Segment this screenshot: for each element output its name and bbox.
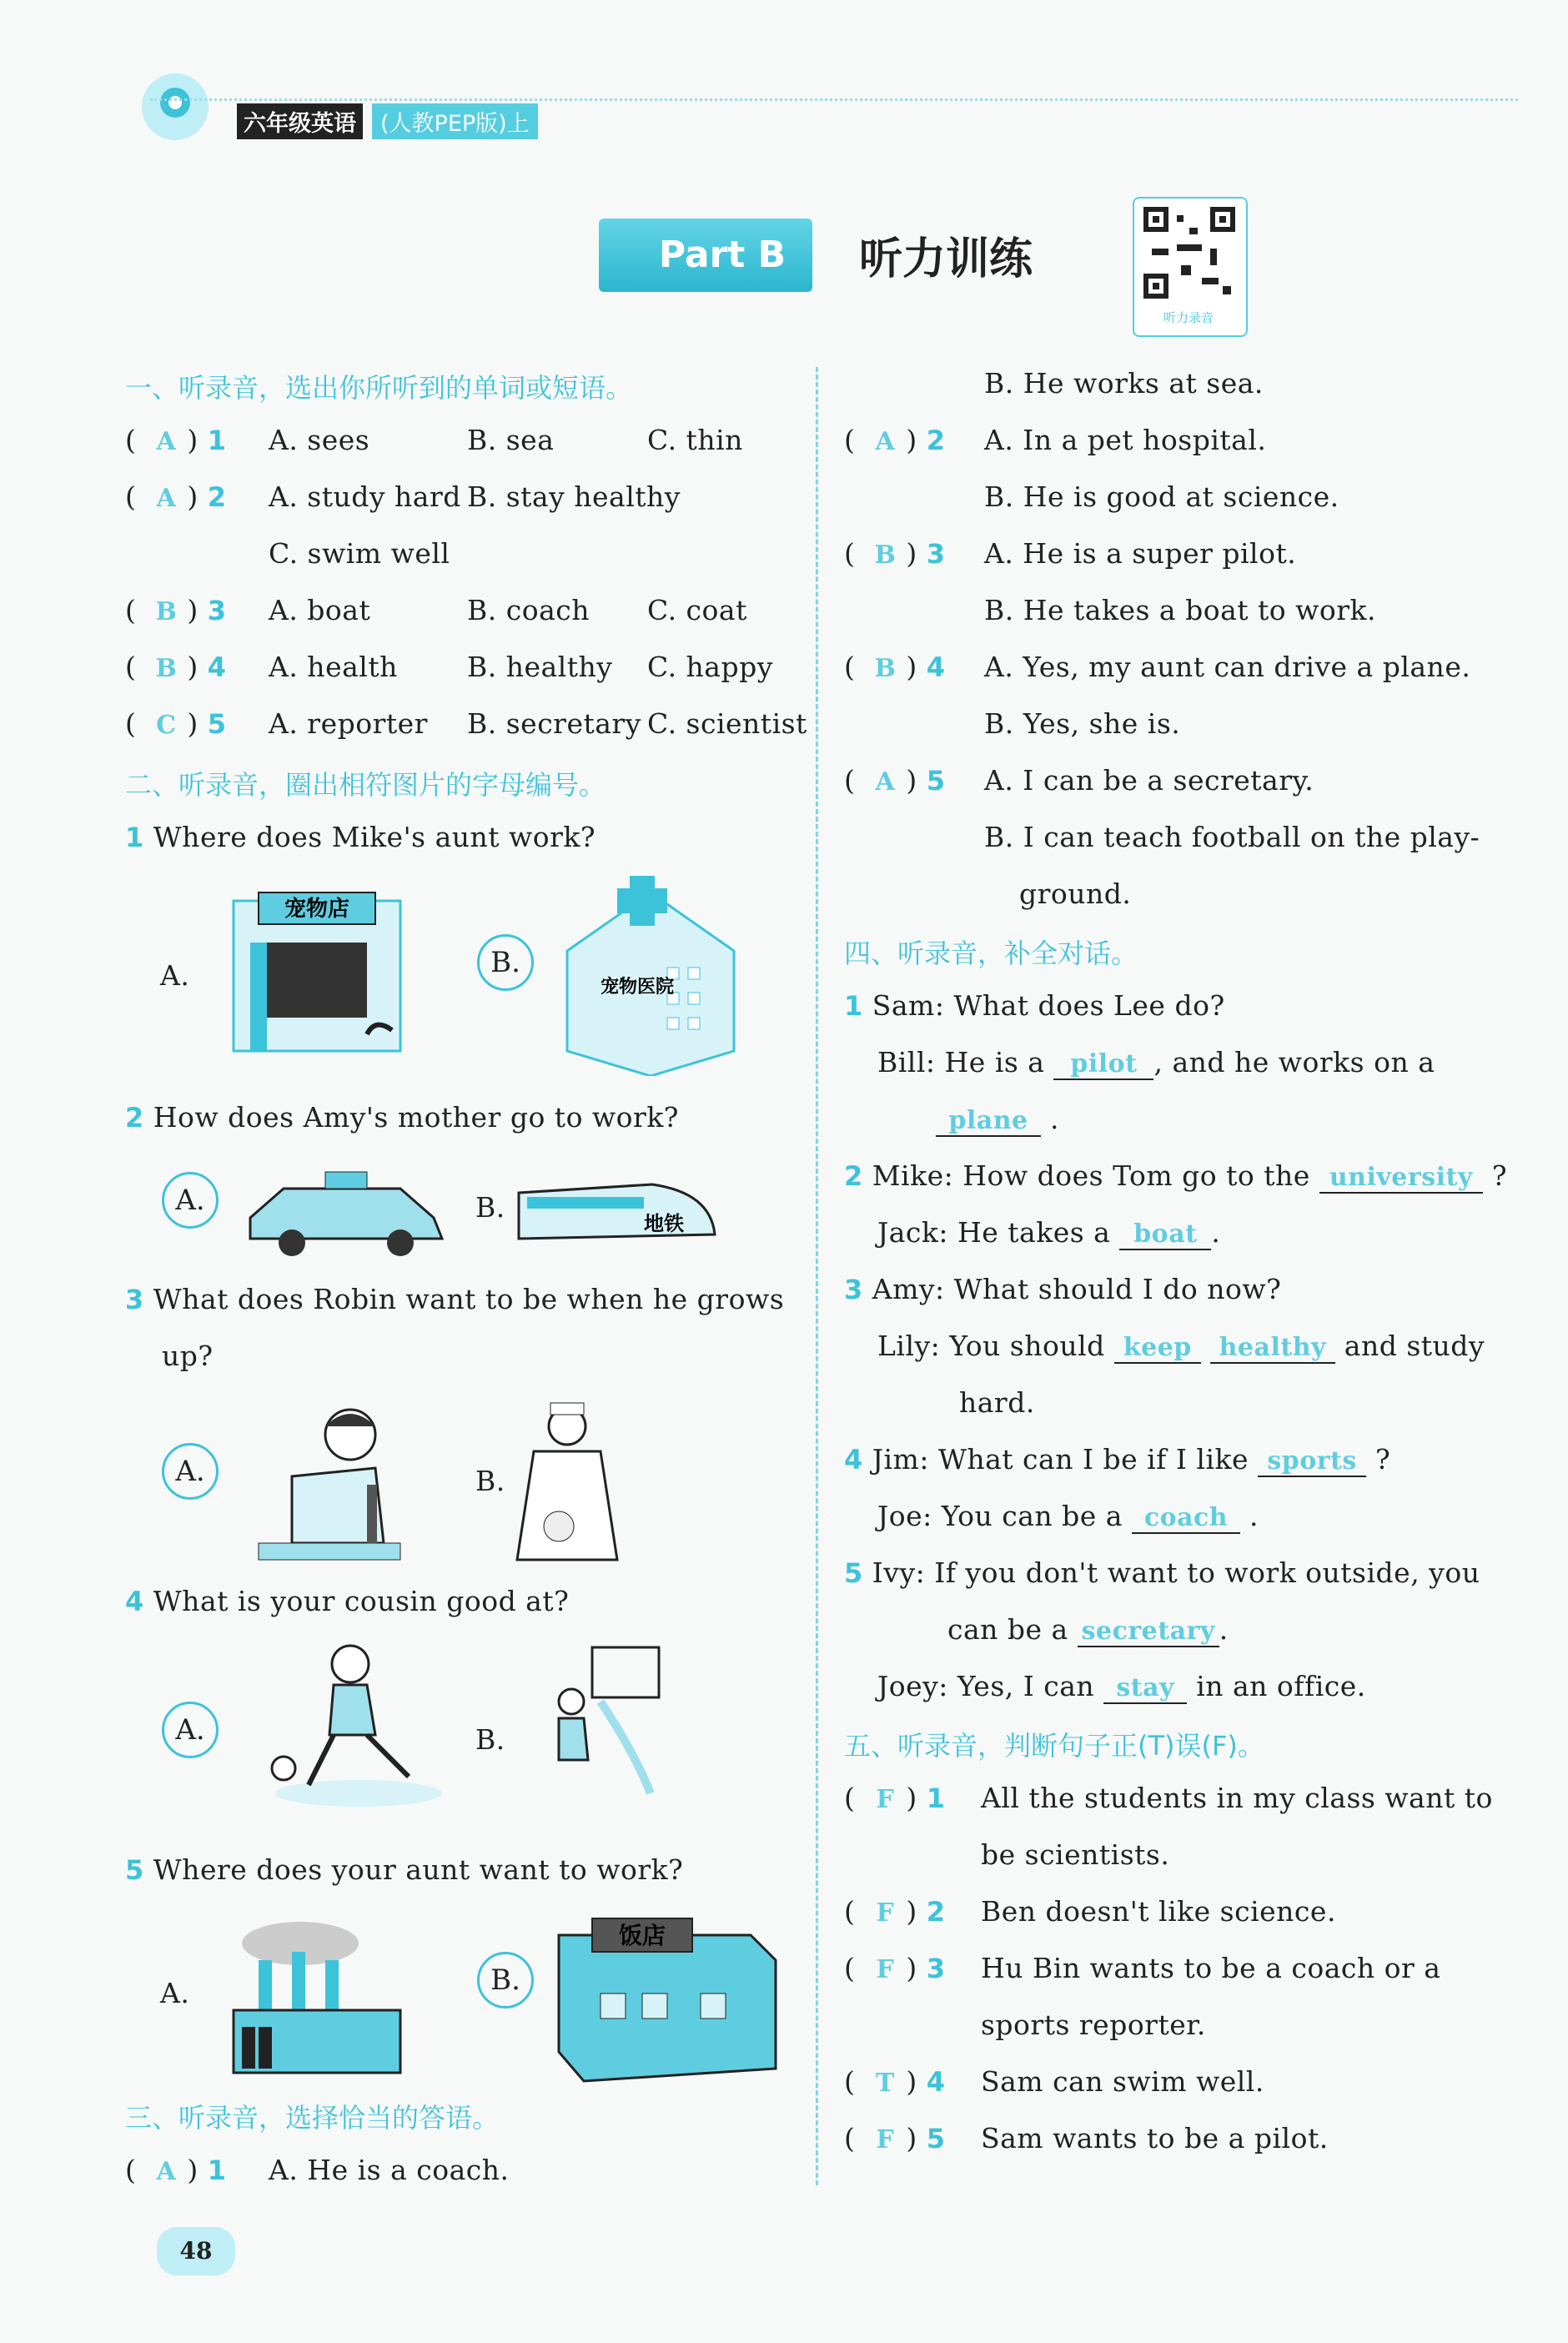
section-title: 听力训练 — [859, 234, 1033, 284]
s4-d1-line1: 1 Sam: What does Lee do? — [844, 989, 1225, 1022]
blank-secretary[interactable]: secretary — [1078, 1616, 1219, 1647]
blank-university[interactable]: university — [1319, 1163, 1483, 1194]
s4-title: 四、听录音，补全对话。 — [844, 938, 1138, 969]
blank-boat[interactable]: boat — [1119, 1219, 1211, 1250]
s1-opt: C. thin — [647, 424, 743, 456]
column-divider — [816, 367, 818, 2185]
s5-text: be scientists. — [981, 1838, 1170, 1871]
s2-q1: 1 Where does Mike's aunt work? — [125, 821, 596, 853]
s1-row-1: ( A ) 1 — [125, 424, 227, 456]
s4-d3-line2: Lily: You should keep healthy and study — [877, 1330, 1485, 1362]
s3-answer-3: B — [874, 540, 897, 570]
pet-hospital-sign: 宠物医院 — [601, 977, 675, 998]
blank-stay[interactable]: stay — [1103, 1673, 1187, 1704]
s3-opt: B. I can teach football on the play- — [984, 821, 1480, 853]
s1-opt: C. happy — [647, 651, 773, 683]
s1-opt: B. coach — [467, 594, 590, 626]
s2-q3-line2: up? — [162, 1340, 214, 1372]
s3-opt: B. Yes, she is. — [984, 707, 1181, 740]
s4-d4-line1: 4 Jim: What can I be if I like sports ? — [844, 1443, 1391, 1476]
s2-q1-option-b[interactable]: B. — [477, 934, 534, 991]
s1-opt: C. scientist — [647, 707, 807, 740]
s4-d3-line3: hard. — [959, 1386, 1035, 1419]
subway-train-image — [510, 1159, 719, 1259]
vet-image — [509, 1401, 626, 1568]
s3-opt: A. Yes, my aunt can drive a plane. — [984, 651, 1471, 683]
s2-q2: 2 How does Amy's mother go to work? — [125, 1101, 680, 1134]
s1-title: 一、听录音，选出你所听到的单词或短语。 — [125, 372, 633, 404]
s4-d4-line2: Joe: You can be a coach . — [877, 1500, 1259, 1532]
s1-answer-4: B — [155, 654, 178, 683]
s5-title: 五、听录音，判断句子正(T)误(F)。 — [844, 1730, 1264, 1762]
basketball-player-image — [525, 1643, 667, 1802]
s2-q2-option-b[interactable]: B. — [475, 1191, 505, 1224]
s3-opt: A. In a pet hospital. — [984, 424, 1267, 456]
s1-opt: B. sea — [467, 424, 555, 456]
s1-opt: A. health — [269, 651, 398, 683]
s5-answer-2: F — [876, 1898, 895, 1928]
s5-text: Sam wants to be a pilot. — [981, 2122, 1329, 2154]
book-title: 六年级英语 — [237, 103, 363, 139]
s2-q4-option-b[interactable]: B. — [475, 1723, 505, 1756]
s1-opt: A. study hard — [269, 480, 461, 513]
qr-caption: 听力录音 — [1163, 310, 1214, 325]
s4-d2-line1: 2 Mike: How does Tom go to the university ? — [844, 1159, 1508, 1192]
s1-opt: B. secretary — [467, 707, 641, 740]
s3-row-1: ( A ) 1 — [125, 2154, 227, 2186]
s5-row-2: ( F ) 2 — [844, 1895, 946, 1928]
pet-shop-image — [225, 876, 409, 1059]
s2-q5: 5 Where does your aunt want to work? — [125, 1853, 684, 1886]
s5-text: All the students in my class want to — [981, 1782, 1493, 1814]
restaurant-sign: 饭店 — [618, 1922, 666, 1949]
s5-text: Sam can swim well. — [981, 2065, 1264, 2098]
book-logo — [125, 65, 225, 148]
s1-row-2: ( A ) 2 — [125, 480, 227, 513]
pet-hospital-image — [550, 867, 751, 1076]
restaurant-image — [550, 1902, 784, 2085]
s1-opt: A. boat — [269, 594, 371, 626]
s1-answer-2: A — [156, 484, 177, 513]
s3-opt: B. He works at sea. — [984, 367, 1264, 400]
s5-text: sports reporter. — [981, 2009, 1206, 2041]
s3-opt: ground. — [1019, 877, 1132, 910]
s1-opt: B. stay healthy — [467, 480, 681, 513]
s1-opt: C. coat — [647, 594, 747, 626]
s4-d5-line1: 5 Ivy: If you don't want to work outside, you — [844, 1556, 1480, 1589]
header-rule — [150, 98, 1518, 101]
s2-q4: 4 What is your cousin good at? — [125, 1585, 570, 1617]
s3-title: 三、听录音，选择恰当的答语。 — [125, 2102, 500, 2134]
s3-opt: A. I can be a secretary. — [984, 764, 1314, 797]
s1-opt: B. healthy — [467, 651, 613, 683]
s4-d1-line2: Bill: He is a pilot , and he works on a — [877, 1046, 1435, 1078]
s1-answer-1: A — [156, 427, 177, 456]
s5-row-1: ( F ) 1 — [844, 1782, 946, 1814]
s2-q3: 3 What does Robin want to be when he grows — [125, 1283, 785, 1315]
s4-d3-line1: 3 Amy: What should I do now? — [844, 1273, 1282, 1305]
s5-text: Ben doesn't like science. — [981, 1895, 1336, 1928]
s3-answer-5: A — [875, 767, 896, 797]
s3-opt: A. He is a coach. — [269, 2154, 510, 2186]
s3-row-3: ( B ) 3 — [844, 537, 946, 570]
s2-q1-option-a[interactable]: A. — [160, 959, 190, 992]
factory-image — [225, 1910, 409, 2077]
part-banner: Part B — [599, 219, 812, 292]
s5-text: Hu Bin wants to be a coach or a — [981, 1952, 1441, 1984]
s3-opt: B. He takes a boat to work. — [984, 594, 1376, 626]
s4-d5-line3: Joey: Yes, I can stay in an office. — [877, 1670, 1366, 1702]
subway-sign: 地铁 — [644, 1212, 684, 1235]
s3-answer-2: A — [875, 427, 896, 456]
page-number: 48 — [157, 2227, 235, 2275]
s5-row-5: ( F ) 5 — [844, 2122, 946, 2154]
s2-q3-option-b[interactable]: B. — [475, 1465, 505, 1497]
s3-row-2: ( A ) 2 — [844, 424, 946, 456]
s5-answer-3: F — [876, 1955, 895, 1984]
blank-coach[interactable]: coach — [1132, 1503, 1240, 1534]
s2-title: 二、听录音，圈出相符图片的字母编号。 — [125, 769, 606, 801]
s4-d1-line3: plane . — [936, 1103, 1059, 1137]
s5-answer-4: T — [875, 2069, 895, 2098]
s5-answer-1: F — [876, 1785, 895, 1814]
s1-opt: C. swim well — [269, 537, 450, 570]
blank-healthy[interactable]: healthy — [1210, 1333, 1335, 1364]
qr-pattern-icon — [1143, 207, 1235, 299]
s5-answer-5: F — [876, 2125, 895, 2154]
s4-d5-line2: can be a secretary . — [947, 1613, 1229, 1646]
scientist-image — [242, 1401, 409, 1568]
taxi-image — [242, 1159, 450, 1259]
s3-opt: A. He is a super pilot. — [984, 537, 1297, 570]
s3-answer-4: B — [874, 654, 897, 683]
s5-row-4: ( T ) 4 — [844, 2065, 946, 2098]
s2-q2-option-a[interactable]: A. — [162, 1172, 219, 1229]
s5-row-3: ( F ) 3 — [844, 1952, 946, 1984]
blank-pilot[interactable]: pilot — [1053, 1049, 1153, 1080]
blank-plane[interactable]: plane — [936, 1106, 1041, 1137]
football-player-image — [259, 1643, 459, 1810]
s2-q5-option-b[interactable]: B. — [477, 1952, 534, 2009]
pet-shop-sign: 宠物店 — [284, 897, 350, 922]
s1-row-3: ( B ) 3 — [125, 594, 227, 626]
s1-answer-5: C — [156, 711, 177, 740]
s2-q3-option-a[interactable]: A. — [162, 1443, 219, 1500]
blank-keep[interactable]: keep — [1114, 1333, 1201, 1364]
s1-opt: A. reporter — [269, 707, 428, 740]
s1-row-4: ( B ) 4 — [125, 651, 227, 683]
s3-row-5: ( A ) 5 — [844, 764, 946, 797]
s1-opt: A. sees — [269, 424, 370, 456]
s2-q4-option-a[interactable]: A. — [162, 1702, 219, 1758]
s3-opt: B. He is good at science. — [984, 480, 1339, 513]
s4-d2-line2: Jack: He takes a boat . — [877, 1216, 1221, 1249]
s3-row-4: ( B ) 4 — [844, 651, 946, 683]
book-edition: (人教PEP版)上 — [372, 103, 538, 139]
blank-sports[interactable]: sports — [1258, 1446, 1366, 1477]
s1-answer-3: B — [155, 597, 178, 626]
s3-answer-1: A — [156, 2157, 177, 2186]
s1-row-5: ( C ) 5 — [125, 707, 227, 740]
s2-q5-option-a[interactable]: A. — [160, 1977, 190, 2009]
